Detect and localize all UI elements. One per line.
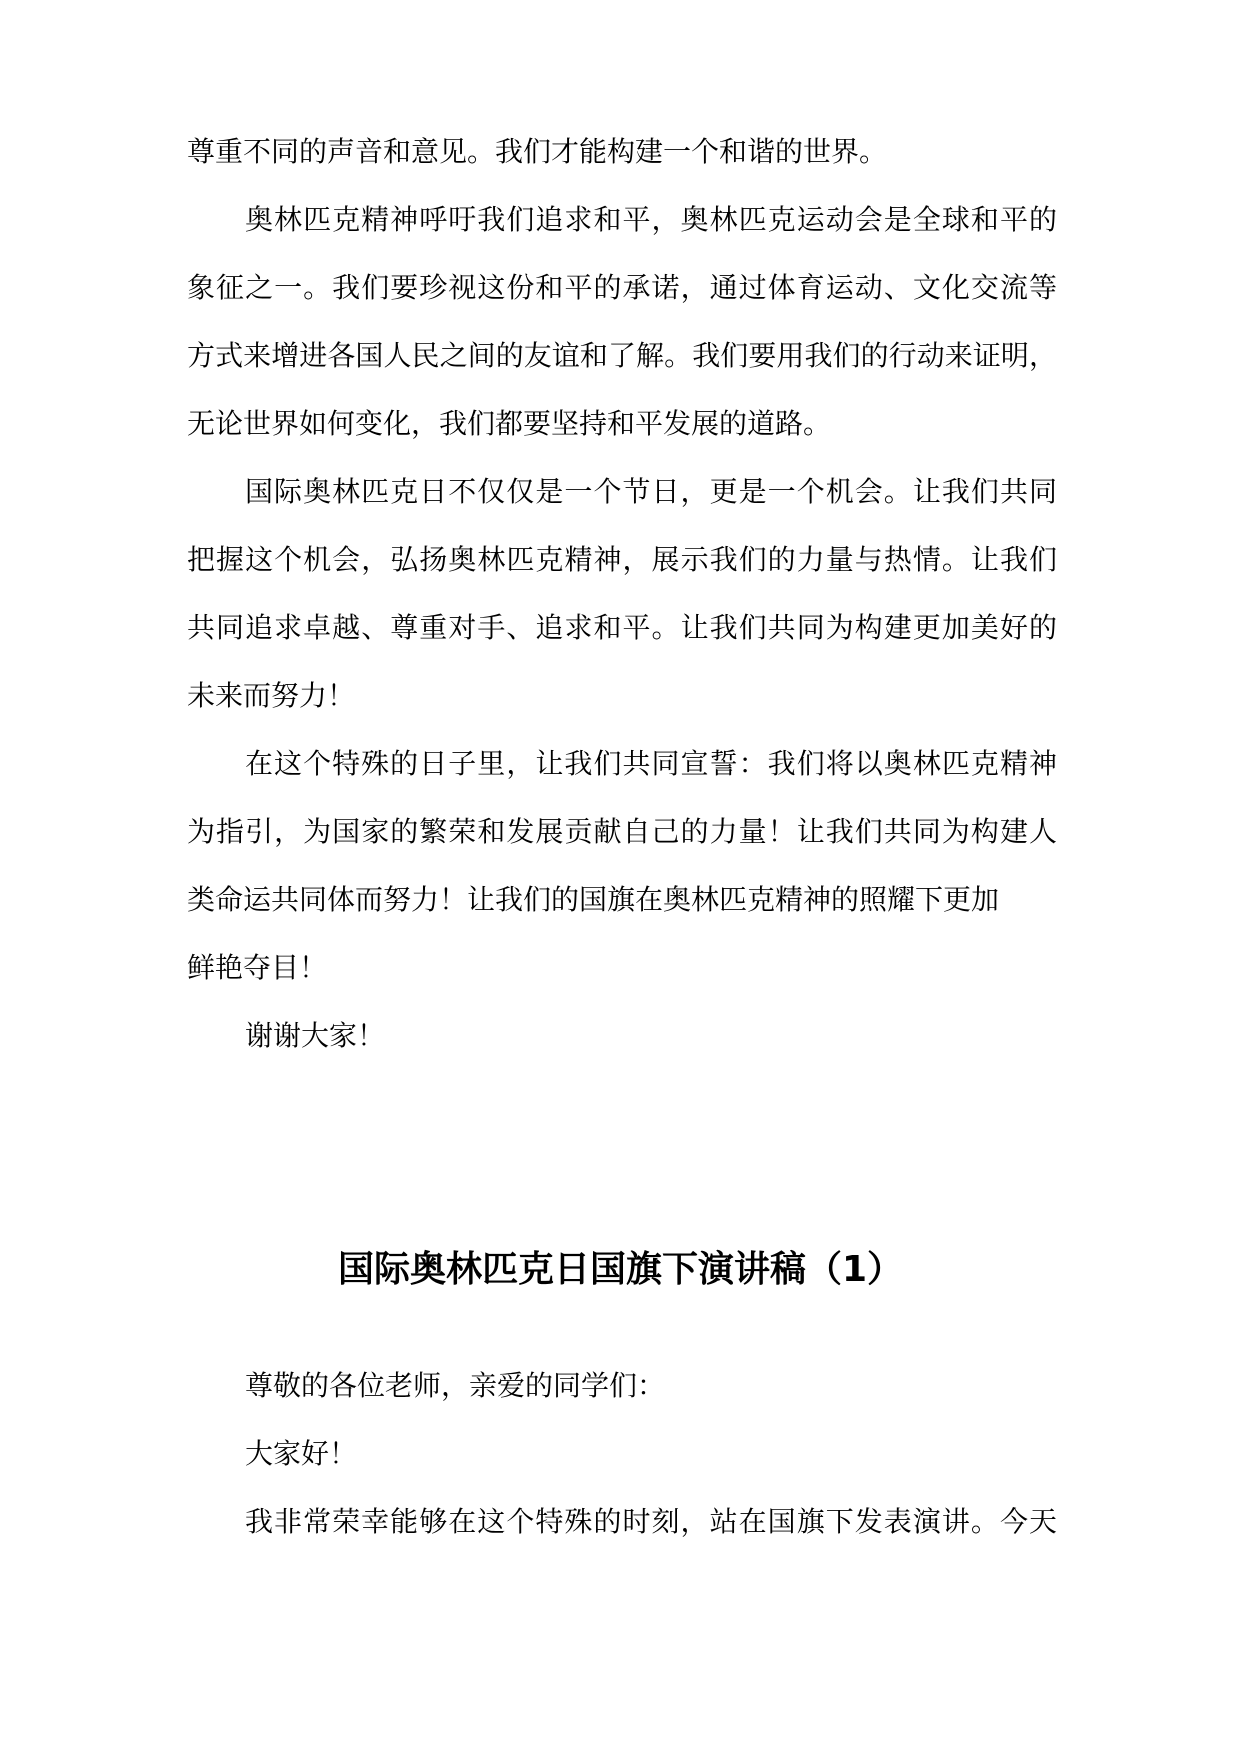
greeting-line: 大家好！ [245, 1437, 358, 1470]
paragraph-line: 象征之一。我们要珍视这份和平的承诺，通过体育运动、文化交流等 [187, 271, 1057, 304]
salutation-line: 尊敬的各位老师，亲爱的同学们： [245, 1369, 666, 1402]
paragraph-line: 类命运共同体而努力！让我们的国旗在奥林匹克精神的照耀下更加 [187, 883, 1000, 916]
paragraph-line: 为指引，为国家的繁荣和发展贡献自己的力量！让我们共同为构建人 [187, 815, 1057, 848]
paragraph-line: 方式来增进各国人民之间的友谊和了解。我们要用我们的行动来证明， [187, 339, 1057, 372]
paragraph-line: 奥林匹克精神呼吁我们追求和平，奥林匹克运动会是全球和平的 [245, 203, 1057, 236]
paragraph-line: 无论世界如何变化，我们都要坚持和平发展的道路。 [187, 407, 832, 440]
paragraph-line: 我非常荣幸能够在这个特殊的时刻，站在国旗下发表演讲。今天 [245, 1505, 1057, 1538]
paragraph-line: 共同追求卓越、尊重对手、追求和平。让我们共同为构建更加美好的 [187, 611, 1057, 644]
paragraph-line: 在这个特殊的日子里，让我们共同宣誓：我们将以奥林匹克精神 [245, 747, 1057, 780]
paragraph-line: 国际奥林匹克日不仅仅是一个节日，更是一个机会。让我们共同 [245, 475, 1057, 508]
closing-line: 谢谢大家！ [245, 1019, 386, 1052]
paragraph-line: 尊重不同的声音和意见。我们才能构建一个和谐的世界。 [187, 135, 888, 168]
paragraph-line: 未来而努力！ [187, 679, 356, 712]
section-heading: 国际奥林匹克日国旗下演讲稿（1） [337, 1249, 904, 1290]
paragraph-line: 把握这个机会，弘扬奥林匹克精神，展示我们的力量与热情。让我们 [187, 543, 1057, 576]
paragraph-line: 鲜艳夺目！ [187, 951, 328, 984]
